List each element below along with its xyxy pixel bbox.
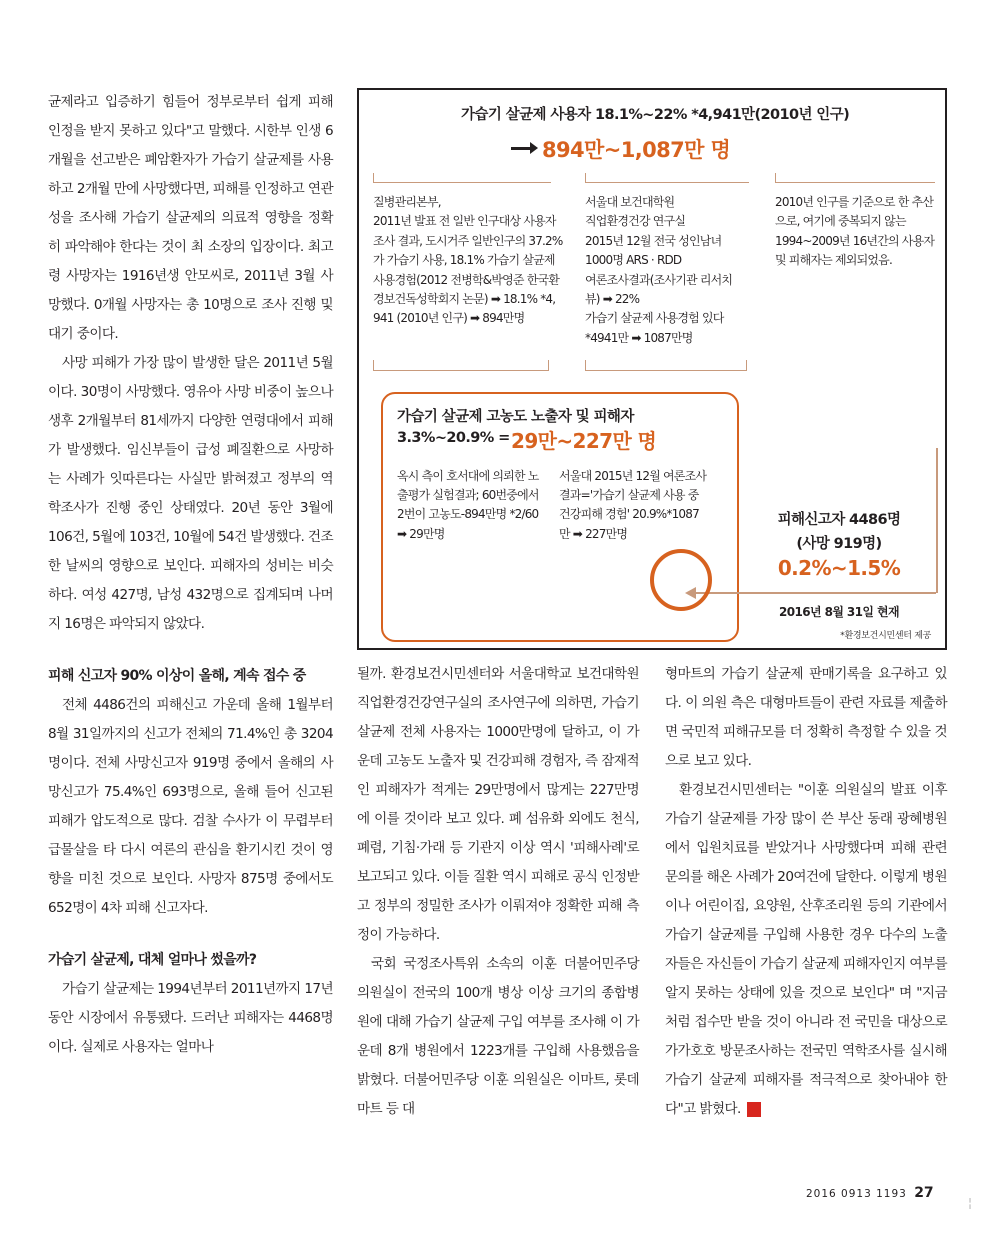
source-credit: *환경보건시민센터 제공 (840, 631, 931, 641)
article-paragraph: 균제라고 입증하기 힘들어 정부로부터 쉽게 피해 인정을 받지 못하고 있다"고 말했다. 시한부 인생 6개월을 선고받은 폐암환자가 가습기 살균제를 사용하고 2개월 만에 사망했다면, 피해를 인정하고 연관성을 조사해 가습기 살균제의 의료적 영향을 정확히 파악해야 한다는 것이 최 소장의 입장이다. 최고령 사망자는 1916년생 안모씨로, 2011년 3월 사망했다. 0개월 사망자는 총 10명으로 조사 진행 및 대기 중이다. (48, 94, 333, 342)
article-paragraph: 형마트의 가습기 살균제 판매기록을 요구하고 있다. 이 의원 측은 대형마트들이 관련 자료를 제출하면 국민적 피해규모를 더 정확히 측정할 수 있을 것으로 보고 있다. (665, 666, 947, 769)
user-estimate-result: 894만~1,087만 명 (542, 138, 731, 162)
article-paragraph: 사망 피해가 가장 많이 발생한 달은 2011년 5월이다. 30명이 사망했다. 영유아 사망 비중이 높으나 생후 2개월부터 81세까지 다양한 연령대에서 피해가 발생했다. 임신부들이 급성 폐질환으로 사망하는 사례가 잇따른다는 사실만 밝혀졌고 정부의 역학조사가 진행 중인 상태였다. 20년 동안 3월에 106건, 5월에 103건, 10월에 54건 발생했다. 건조한 날씨의 영향으로 보인다. 피해자의 성비는 비슷하다. 여성 427명, 남성 432명으로 집계되며 나머지 16명은 파악되지 않았다. (48, 355, 333, 632)
source-bracket (775, 182, 935, 183)
infographic-title: 가습기 살균제 사용자 18.1%~22% *4,941만(2010년 인구) (461, 107, 850, 123)
victim-rate: 0.2%~1.5% (777, 556, 901, 580)
source-bracket-bottom (585, 360, 747, 371)
target-circle-icon (650, 549, 712, 611)
article-paragraph: 될까. 환경보건시민센터와 서울대학교 보건대학원 직업환경건강연구실의 조사연구에 의하면, 가습기 살균제 전체 사용자는 1000만명에 달하고, 이 가운데 고농도 노출자 및 건강피해 경험자, 즉 잠재적인 피해자가 적게는 29만명에서 많게는 227만명에 이를 것이라 보고 있다. 폐 섬유화 외에도 천식, 폐렴, 기침·가래 등 기관지 이상 역시 '피해사례'로 보고되고 있다. 이들 질환 역시 피해로 공식 인정받고 정부의 정밀한 조사가 이뤄져야 정확한 피해 측정이 가능하다. (357, 666, 639, 943)
magazine-logo-icon: K (747, 1102, 761, 1117)
high-exposure-note-oxy: 옥시 측이 호서대에 의뢰한 노출평가 실험결과; 60번중에서 2번이 고농도-894만명 *2/60 ➡ 29만명 (397, 469, 539, 541)
section-heading: 가습기 살균제, 대체 얼마나 썼을까? (48, 952, 257, 968)
article-paragraph: 가습기 살균제는 1994년부터 2011년까지 17년 동안 시장에서 유통됐다. 드러난 피해자는 4468명이다. 실제로 사용자는 얼마나 (48, 981, 333, 1055)
high-exposure-rate: 3.3%~20.9% = (397, 430, 510, 446)
source-note-kcdc: 질병관리본부, 2011년 발표 전 일반 인구대상 사용자 조사 결과, 도시거주 일반인구의 37.2%가 가습기 사용, 18.1% 가습기 살균제 사용경험(2012 전병학&박영준 한국환경보건독성학회지 논문) ➡ 18.1% *4, 941 (2010년 인구) ➡ 894만명 (373, 195, 563, 326)
article-column-2 (357, 660, 639, 1124)
victim-report-count: 피해신고자 4486명 (777, 512, 901, 528)
source-bracket (373, 182, 551, 183)
high-exposure-value: 29만~227만 명 (511, 429, 657, 453)
high-exposure-note-snu: 서울대 2015년 12월 여론조사결과='가습기 살균제 사용 중 건강피해 경험' 20.9%*1087만 ➡ 227만명 (559, 469, 707, 541)
high-exposure-title: 가습기 살균제 고농도 노출자 및 피해자 (397, 409, 634, 425)
article-paragraph: 전체 4486건의 피해신고 가운데 올해 1월부터 8월 31일까지의 신고가 전체의 71.4%인 총 3204명이다. 전체 사망신고자 919명 중에서 올해의 사망신고가 75.4%인 693명으로, 올해 들어 신고된 피해가 압도적으로 많다. 검찰 수사가 이 무렵부터 급물살을 타 다시 여론의 관심을 환기시킨 것이 영향을 미친 것으로 보인다. 사망자 875명 중에서도 652명이 4차 피해 신고자다. (48, 697, 333, 916)
article-column-1 (48, 88, 333, 1062)
section-heading: 피해 신고자 90% 이상이 올해, 계속 접수 중 (48, 668, 306, 684)
article-column-3 (665, 660, 947, 1124)
source-bracket-bottom (373, 360, 549, 371)
arrow-right-icon (511, 147, 531, 150)
source-bracket (585, 182, 749, 183)
article-paragraph: 국회 국정조사특위 소속의 이훈 더불어민주당 의원실이 전국의 100개 병상 이상 크기의 종합병원에 대해 가습기 살균제 구입 여부를 조사해 이 가운데 8개 병원에서 1223개를 구입해 사용했음을 밝혔다. 더불어민주당 이훈 의원실은 이마트, 롯데마트 등 대 (357, 956, 639, 1117)
connector-line (936, 448, 938, 593)
infographic-box (357, 88, 947, 650)
page-footer (806, 1185, 934, 1201)
source-note-method: 2010년 인구를 기준으로 한 추산으로, 여기에 중복되지 않는 1994~2009년 16년간의 사용자 및 피해자는 제외되었음. (775, 195, 935, 268)
article-paragraph (665, 776, 947, 1124)
page-number: 27 (914, 1185, 934, 1201)
connector-arrow (696, 592, 936, 594)
as-of-date: 2016년 8월 31일 현재 (779, 605, 899, 619)
source-note-snu: 서울대 보건대학원 직업환경건강 연구실 2015년 12월 전국 성인남녀 1000명 ARS · RDD 여론조사결과(조사기관 리서치뷰) ➡ 22% 가습기 살균제 사용경험 있다 *4941만 ➡ 1087만명 (585, 195, 733, 345)
crop-mark-icon: ¦ (968, 1196, 973, 1210)
article-paragraph-text: 환경보건시민센터는 "이훈 의원실의 발표 이후 가습기 살균제를 가장 많이 쓴 부산 동래 광혜병원에서 입원치료를 받았거나 사망했다며 피해 관련 문의를 해온 사례가 20여건에 달한다. 이렇게 병원이나 어린이집, 요양원, 산후조리원 등의 기관에서 가습기 살균제를 구입해 사용한 경우 다수의 노출자들은 자신들이 가습기 살균제 피해자인지 여부를 알지 못하는 상태에 있을 것으로 보인다" 며 "지금처럼 접수만 받을 것이 아니라 전 국민을 대상으로 가가호호 방문조사하는 전국민 역학조사를 실시해 가습기 살균제 피해자를 적극적으로 찾아내야 한다"고 밝혔다. (665, 782, 947, 1117)
issue-number: 2016 0913 1193 (806, 1188, 907, 1200)
death-count: (사망 919명) (796, 536, 882, 552)
